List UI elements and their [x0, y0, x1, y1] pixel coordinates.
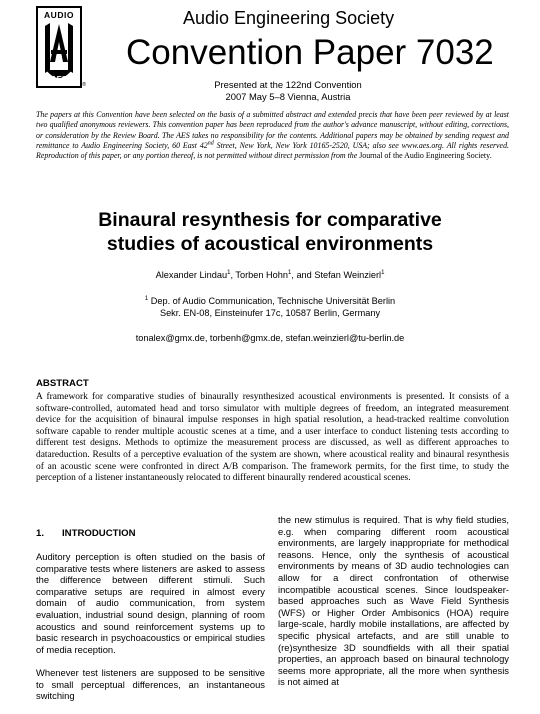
section-heading-introduction — [36, 528, 136, 539]
intro-paragraph-1: Auditory perception is often studied on the basis of comparative tests where listeners are asked to assess the difference between different stimuli. Such comparative setups are required in almost every domain of audio communication, from system evaluation, industrial sound design, planning of room acoustics and sound reinforcement systems up to basic research in psychoacoustics or empirical studies of media reception. — [36, 551, 265, 655]
right-column — [278, 514, 509, 688]
author-name: Alexander Lindau — [155, 270, 228, 280]
affiliation — [0, 296, 540, 319]
section-number: 1. — [36, 528, 45, 539]
author-emails: tonalex@gmx.de, torbenh@gmx.de, stefan.weinzierl@tu-berlin.de — [135, 333, 405, 343]
title-line-1: Binaural resynthesis for comparative — [98, 209, 442, 231]
disclaimer-sup: nd — [207, 140, 214, 147]
author-affiliation-mark: 1 — [381, 269, 385, 276]
aes-logo-icon — [36, 6, 82, 90]
abstract-heading: ABSTRACT — [36, 378, 89, 389]
author-separator: , and — [291, 270, 315, 280]
intro-paragraph-2: Whenever test listeners are supposed to be sensitive to small perceptual differences, an instantaneous switching — [36, 666, 265, 702]
author-affiliation-mark: 1 — [288, 269, 292, 276]
registered-mark: ® — [82, 82, 86, 88]
author-name: Torben Hohn — [235, 270, 288, 280]
affiliation-line-1: Dep. of Audio Communication, Technische Universität Berlin — [148, 296, 396, 306]
section-title: INTRODUCTION — [62, 528, 136, 539]
presented-info — [0, 79, 540, 103]
disclaimer-part-1: The papers at this Convention have been selected on the basis of a submitted abstract and extended precis that have been peer reviewed by at least two qualified anonymous reviewers. This convention paper has been reproduced from the author's advance manuscript, without editing, corrections, or consideration by the Review Board. The AES takes no responsibility for the contents. Additional papers may be obtained by sending request and remittance to Audio Engineering Society, 60 East 42 — [36, 110, 509, 150]
author-affiliation-mark: 1 — [227, 269, 231, 276]
authors — [0, 270, 540, 280]
disclaimer-journal: Journal of the Audio Engineering Society — [359, 151, 491, 161]
intro-paragraph-continued: the new stimulus is required. That is why field studies, e.g. when comparing different room acoustical environments, are largely inappropriate for methodical reasons. Hence, only the synthesis of acoustical environments by means of 3D audio technologies can allow for a direct confrontation of otherwise incompatible acoustical scenes. Since loudspeaker-based approaches such as Wave Field Synthesis (WFS) or Higher Order Ambisonics (HOA) require large-scale, hardly mobile installations, are affected by specific physical artefacts, and are still unable to (re)synthesize 3D soundfields with all their spatial properties, an approach based on binaural technology seems more appropriate, all the more when synthesis is not aimed at — [278, 514, 509, 688]
author-separator: , — [230, 270, 236, 280]
presented-line-1: Presented at the 122nd Convention — [214, 79, 362, 90]
paper-title — [0, 208, 540, 256]
disclaimer-part-2: Street, New York, New York 10165-2520, USA; also see www.aes.org. All rights reserved. Reproduction of this paper, or any portion thereof, is not permitted without direct permission from the — [36, 140, 509, 161]
svg-text:AES: AES — [51, 74, 67, 83]
disclaimer — [36, 110, 509, 161]
aes-logo — [36, 6, 86, 90]
abstract-text: A framework for comparative studies of binaurally resynthesized acoustical environments is presented. It consists of a software-controlled, automated head and torso simulator with multiple degrees of freedom, an integrated measurement device for the acquisition of binaural impulse responses in high spatial resolution, a head-tracked realtime convolution software capable to render multiple acoustic scenes at a time, and a user interface to conduct listening tests according to different test designs. Methods to optimize the measurement process are discussed, as well as different approaches to datareduction. Results of a perceptive evaluation of the system are shown, where acoustical reality and binaural resynthesis of an acoustic scene were confronted in direct A/B comparison. The framework permits, for the first time, to study the perception of a listener instantaneously relocated to different binaurally rendered acoustical scenes. — [36, 392, 509, 484]
disclaimer-end: . — [490, 151, 493, 161]
author-name: Stefan Weinzierl — [314, 270, 382, 280]
paper-label: Convention Paper 7032 — [126, 33, 494, 72]
affiliation-line-2: Sekr. EN-08, Einsteinufer 17c, 10587 Berlin, Germany — [159, 307, 381, 318]
affiliation-mark: 1 — [144, 295, 149, 302]
svg-text:AUDIO: AUDIO — [44, 10, 74, 20]
society-name: Audio Engineering Society — [183, 8, 395, 28]
left-column — [36, 551, 265, 713]
presented-line-2: 2007 May 5–8 Vienna, Austria — [225, 91, 351, 102]
title-line-2: studies of acoustical environments — [106, 233, 434, 255]
